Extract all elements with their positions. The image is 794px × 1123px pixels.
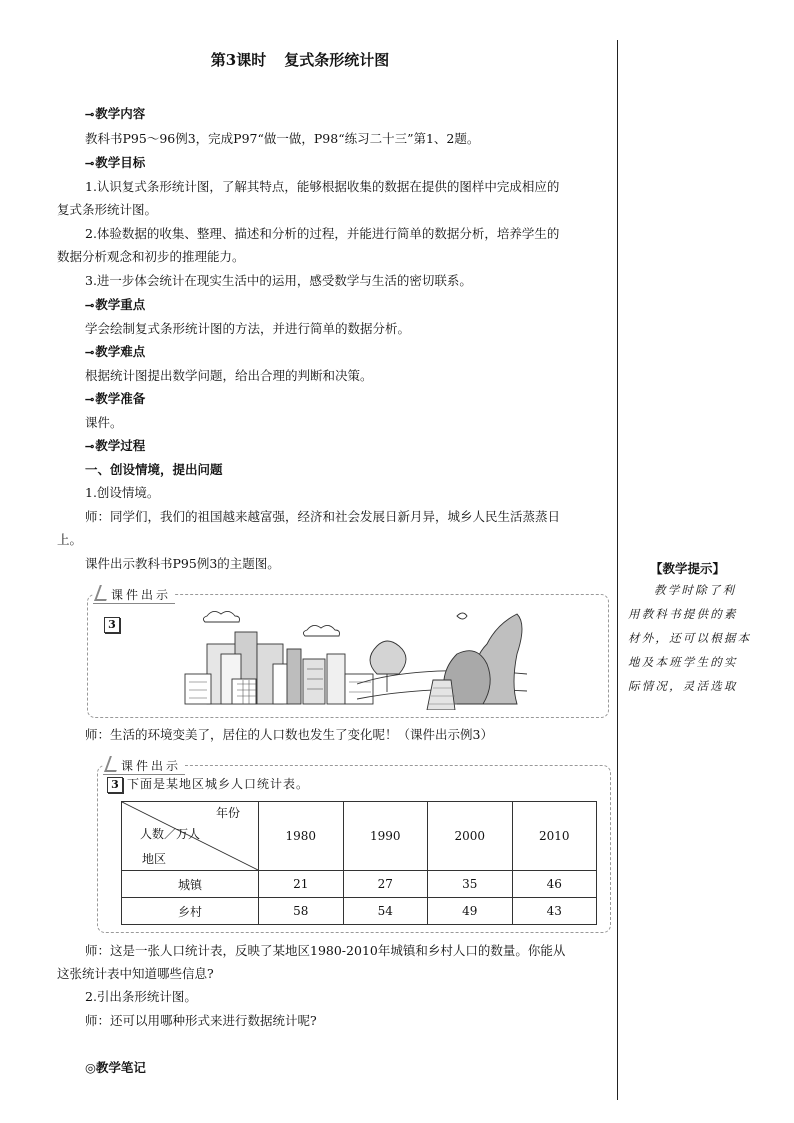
example-intro: 下面是某地区城乡人口统计表。: [127, 777, 310, 791]
table-cell: 35: [428, 871, 513, 898]
teaching-tip-line: 教学时除了利: [654, 583, 737, 597]
table-cell: 21: [259, 871, 344, 898]
table-cell: 46: [512, 871, 597, 898]
content-text: 教科书P95～96例3，完成P97“做一做，P98“练习二十三”第1、2题。: [85, 131, 480, 146]
teacher-line-3-cont: 这张统计表中知道哪些信息?: [57, 966, 214, 981]
table-cell: 43: [512, 898, 597, 925]
section-1-title: 一、创设情境，提出问题: [85, 462, 223, 477]
step-2: 2.引出条形统计图。: [85, 989, 197, 1004]
corner-mid-label: 人数／万人: [140, 827, 201, 841]
table-row: [122, 898, 597, 925]
heading-prep: ⊸教学准备: [85, 391, 146, 406]
prep-text: 课件。: [85, 415, 123, 430]
corner-bottom-label: 地区: [142, 852, 167, 866]
lesson-number: 第3课时: [210, 51, 267, 69]
courseware-label-1: 课件出示: [93, 585, 175, 604]
heading-content: ⊸教学内容: [85, 106, 146, 121]
table-cell: 54: [343, 898, 428, 925]
example-number-badge-2: 3: [107, 777, 123, 793]
city-illustration: [177, 604, 377, 710]
table-header-year: 2010: [512, 802, 597, 871]
table-row: [122, 871, 597, 898]
teaching-tip-line: 用教科书提供的素: [628, 607, 738, 621]
heading-key: ⊸教学重点: [85, 297, 146, 312]
teacher-line-4: 师：还可以用哪种形式来进行数据统计呢?: [85, 1013, 317, 1028]
teaching-notes-label: ◎教学笔记: [85, 1060, 146, 1075]
row-label: 城镇: [122, 871, 259, 898]
column-divider: [617, 40, 618, 1100]
corner-top-label: 年份: [215, 806, 240, 820]
show-1: 课件出示教科书P95例3的主题图。: [85, 556, 280, 571]
difficulty-text: 根据统计图提出数学问题，给出合理的判断和决策。: [85, 368, 373, 383]
population-table: [121, 801, 597, 925]
table-header-year: 2000: [428, 802, 513, 871]
goal-3: 3.进一步体会统计在现实生活中的运用，感受数学与生活的密切联系。: [85, 273, 472, 288]
village-illustration: [357, 604, 527, 710]
goal-2-cont: 数据分析观念和初步的推理能力。: [57, 249, 245, 264]
step-1: 1.创设情境。: [85, 485, 160, 500]
heading-marker-icon: ⊸: [85, 440, 95, 453]
heading-difficulty: ⊸教学难点: [85, 344, 146, 359]
table-cell: 27: [343, 871, 428, 898]
lesson-title: 复式条形统计图: [284, 51, 390, 69]
teacher-line-2: 师：生活的环境变美了，居住的人口数也发生了变化呢！（课件出示例3）: [85, 727, 493, 742]
heading-marker-icon: ⊸: [85, 108, 95, 121]
courseware-marker-icon: [94, 585, 112, 601]
heading-process: ⊸教学过程: [85, 438, 146, 453]
teaching-tip-title: 【教学提示】: [650, 561, 726, 576]
table-header-year: 1980: [259, 802, 344, 871]
table-header-year: 1990: [343, 802, 428, 871]
teacher-line-3: 师：这是一张人口统计表，反映了某地区1980-2010年城镇和乡村人口的数量。你能从: [85, 943, 566, 958]
table-cell: 49: [428, 898, 513, 925]
teaching-tip-line: 地及本班学生的实: [628, 655, 738, 669]
goal-1-cont: 复式条形统计图。: [57, 202, 158, 217]
heading-marker-icon: ⊸: [85, 393, 95, 406]
table-corner-cell: [122, 802, 259, 871]
heading-marker-icon: ⊸: [85, 157, 95, 170]
teaching-tip-line: 材外，还可以根据本: [628, 631, 752, 645]
heading-marker-icon: ⊸: [85, 346, 95, 359]
goal-1: 1.认识复式条形统计图，了解其特点，能够根据收集的数据在提供的图样中完成相应的: [85, 179, 560, 194]
row-label: 乡村: [122, 898, 259, 925]
example-number-badge: 3: [104, 617, 120, 633]
teacher-line-1: 师：同学们，我们的祖国越来越富强，经济和社会发展日新月异，城乡人民生活蒸蒸日: [85, 509, 561, 524]
table-cell: 58: [259, 898, 344, 925]
key-text: 学会绘制复式条形统计图的方法，并进行简单的数据分析。: [85, 321, 411, 336]
goal-2: 2.体验数据的收集、整理、描述和分析的过程，并能进行简单的数据分析，培养学生的: [85, 226, 560, 241]
courseware-marker-icon: [104, 756, 122, 772]
heading-marker-icon: ⊸: [85, 299, 95, 312]
heading-goals: ⊸教学目标: [85, 155, 146, 170]
courseware-label-2: 课件出示: [103, 756, 185, 775]
teaching-tip-line: 际情况，灵活选取: [628, 679, 738, 693]
page-title: [0, 49, 600, 70]
teacher-line-1-cont: 上。: [57, 532, 83, 547]
